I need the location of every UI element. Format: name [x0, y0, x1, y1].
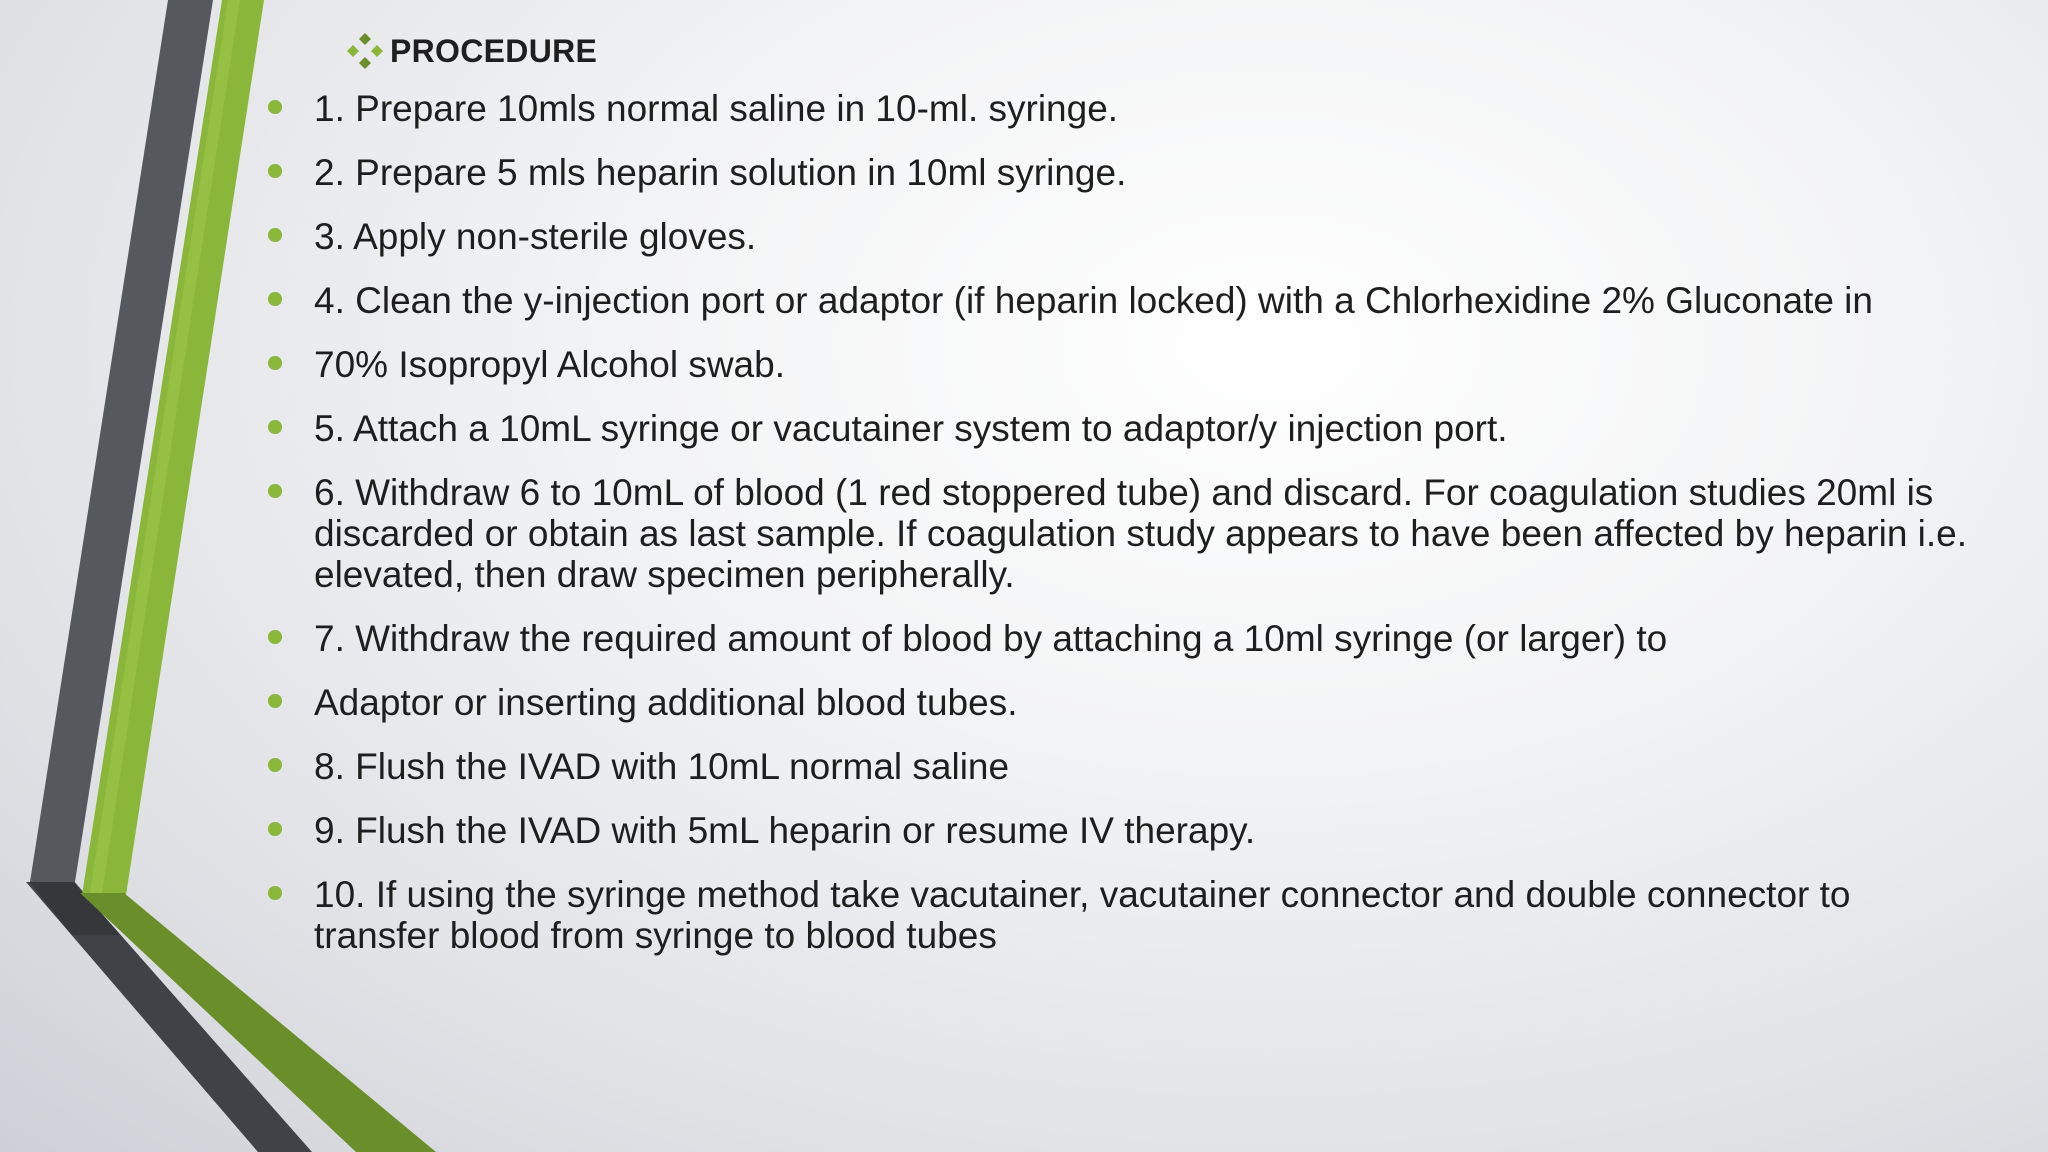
step-text: 70% Isopropyl Alcohol swab.	[314, 344, 785, 385]
step-text: Adaptor or inserting additional blood tubes.	[314, 682, 1018, 723]
procedure-list	[262, 88, 1982, 979]
bullet-dot	[268, 292, 282, 306]
bullet-dot	[268, 164, 282, 178]
list-item	[262, 472, 1982, 595]
heading-text: PROCEDURE	[390, 32, 598, 69]
bullet-dot	[268, 484, 282, 498]
list-item	[262, 746, 1982, 787]
step-text: 8. Flush the IVAD with 10mL normal saline	[314, 746, 1010, 787]
list-item	[262, 874, 1982, 956]
list-item	[262, 152, 1982, 193]
step-text: 10. If using the syringe method take vacutainer, vacutainer connector and double connector to transfer blood from syringe to blood tubes	[314, 874, 1851, 956]
list-item	[262, 280, 1982, 321]
step-text: 6. Withdraw 6 to 10mL of blood (1 red stoppered tube) and discard. For coagulation studies 20ml is discarded or obtain as last sample. If coagulation study appears to have been affected by heparin i.e. elevated, then draw specimen peripherally.	[314, 472, 1968, 595]
list-item	[262, 810, 1982, 851]
bullet-dot	[268, 100, 282, 114]
bullet-dot	[268, 630, 282, 644]
list-item	[262, 216, 1982, 257]
step-text: 4. Clean the y-injection port or adaptor (if heparin locked) with a Chlorhexidine 2% Gluconate in	[314, 280, 1873, 321]
list-item	[262, 344, 1982, 385]
step-text: 2. Prepare 5 mls heparin solution in 10ml syringe.	[314, 152, 1127, 193]
list-item	[262, 618, 1982, 659]
bullet-dot	[268, 356, 282, 370]
step-text: 1. Prepare 10mls normal saline in 10-ml. syringe.	[314, 88, 1119, 129]
list-item	[262, 682, 1982, 723]
list-item	[262, 408, 1982, 449]
step-text: 7. Withdraw the required amount of blood by attaching a 10ml syringe (or larger) to	[314, 618, 1668, 659]
section-heading	[344, 30, 597, 72]
bullet-dot	[268, 886, 282, 900]
list-item	[262, 88, 1982, 129]
bullet-dot	[268, 694, 282, 708]
step-text: 5. Attach a 10mL syringe or vacutainer system to adaptor/y injection port.	[314, 408, 1508, 449]
bullet-dot	[268, 758, 282, 772]
four-diamond-bullet-icon	[344, 30, 386, 72]
step-text: 3. Apply non-sterile gloves.	[314, 216, 757, 257]
bullet-dot	[268, 228, 282, 242]
step-text: 9. Flush the IVAD with 5mL heparin or resume IV therapy.	[314, 810, 1256, 851]
bullet-dot	[268, 420, 282, 434]
bullet-dot	[268, 822, 282, 836]
